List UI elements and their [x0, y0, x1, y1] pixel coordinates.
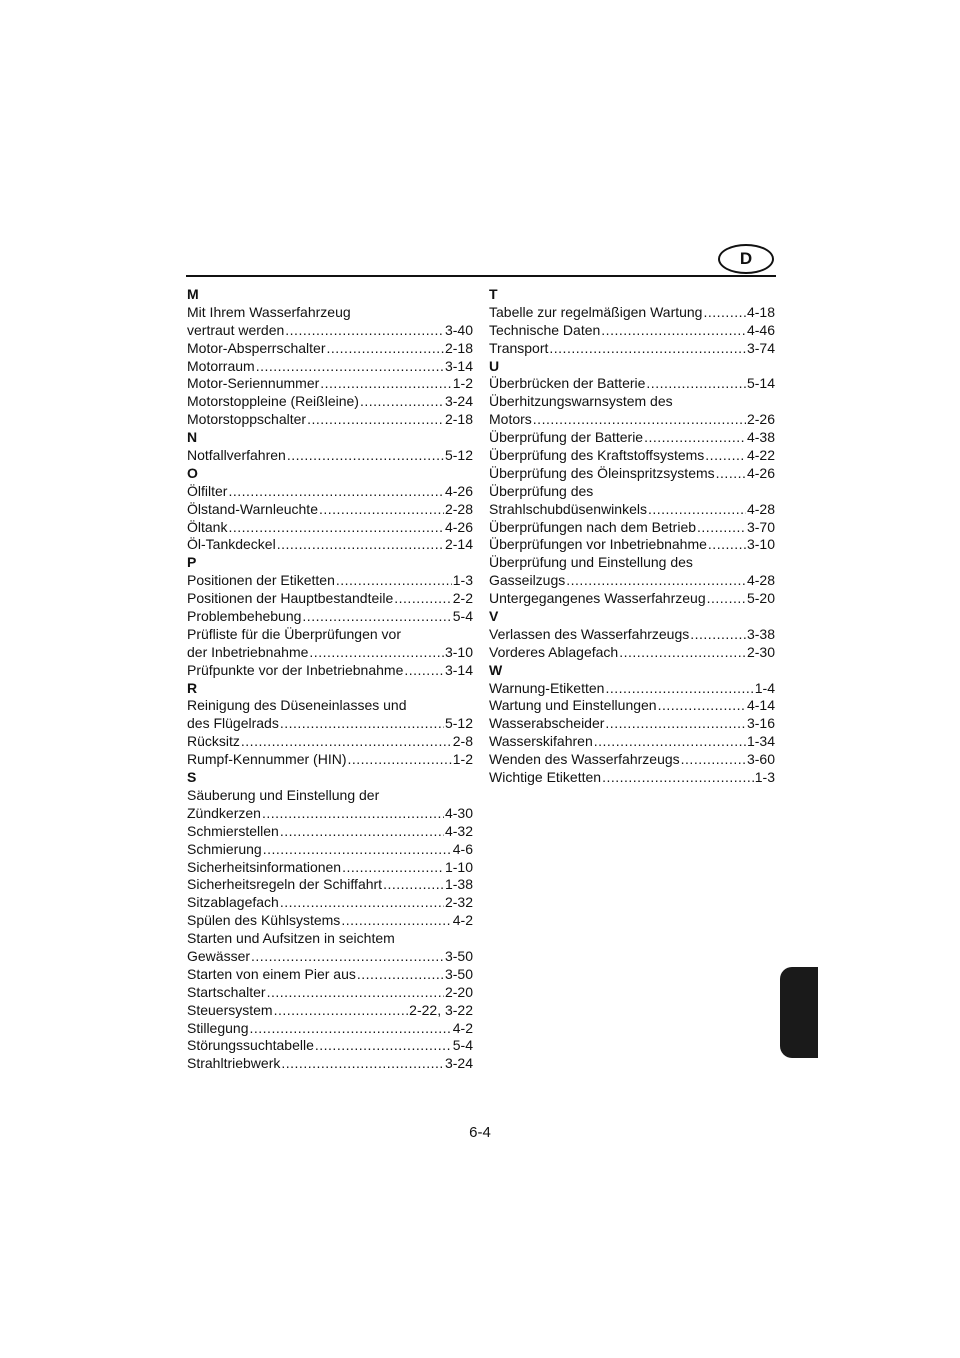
index-entry-text: Öl-Tankdeckel	[187, 536, 276, 553]
index-entry-text: Überprüfungen vor Inbetriebnahme	[489, 536, 707, 553]
index-entry-page: 1-38	[444, 876, 473, 893]
dot-leader	[319, 501, 444, 519]
dot-leader	[394, 590, 452, 608]
dot-leader	[315, 1037, 452, 1055]
index-letter-heading: M	[187, 286, 199, 302]
dot-leader	[307, 411, 444, 429]
index-entry-page: 2-2	[452, 590, 473, 607]
index-entry-page: 3-14	[444, 661, 473, 678]
index-entry	[489, 375, 775, 393]
index-entry-page: 2-18	[444, 339, 473, 356]
dot-leader	[648, 501, 746, 519]
dot-leader	[658, 697, 746, 715]
index-letter-heading: V	[489, 608, 499, 625]
index-entry	[489, 751, 775, 769]
index-entry-lead-text: Mit Ihrem Wasserfahrzeug	[187, 303, 351, 320]
index-entry-page: 3-50	[444, 947, 473, 964]
index-entry-page: 2-28	[444, 500, 473, 517]
index-entry	[187, 930, 473, 966]
index-entry	[187, 519, 473, 537]
index-entry-page: 4-26	[444, 482, 473, 499]
index-entry-text: Schmierstellen	[187, 822, 279, 839]
index-entry-page: 1-2	[452, 751, 473, 768]
index-entry	[489, 340, 775, 358]
index-entry-page: 5-12	[444, 715, 473, 732]
index-entry-lead-text: Überprüfung des	[489, 482, 594, 499]
index-entry-page: 3-38	[746, 625, 775, 642]
index-entry-text: Ölfilter	[187, 482, 228, 499]
index-entry-text: Vorderes Ablagefach	[489, 643, 619, 660]
index-entry-text: Motorstoppleine (Reißleine)	[187, 393, 359, 410]
index-entry-text: Motor-Seriennummer	[187, 375, 320, 392]
index-entry	[187, 358, 473, 376]
index-entry-text: Störungssuchtabelle	[187, 1037, 314, 1054]
dot-leader	[320, 375, 452, 393]
index-entry-text: Überprüfung des Kraftstoffsystems	[489, 447, 705, 464]
index-entry	[187, 536, 473, 554]
index-entry	[187, 483, 473, 501]
dot-leader	[228, 519, 444, 537]
index-entry-page: 3-24	[444, 393, 473, 410]
dot-leader	[280, 715, 444, 733]
index-entry	[187, 340, 473, 358]
index-entry-page: 4-28	[746, 572, 775, 589]
index-entry-text: Spülen des Kühlsystems	[187, 912, 341, 929]
index-entry-text: Wasserabscheider	[489, 715, 605, 732]
index-entry-lead-text: Überprüfung und Einstellung des	[489, 554, 693, 571]
index-entry-text: Positionen der Hauptbestandteile	[187, 590, 394, 607]
index-entry-text: Starten von einem Pier aus	[187, 965, 356, 982]
dot-leader	[697, 519, 746, 537]
dot-leader	[690, 626, 746, 644]
index-entry	[187, 823, 473, 841]
dot-leader	[302, 608, 451, 626]
index-entry-text: Überbrücken der Batterie	[489, 375, 646, 392]
dot-leader	[285, 322, 444, 340]
dot-leader	[341, 912, 451, 930]
index-entry	[187, 1037, 473, 1055]
dot-leader	[251, 948, 444, 966]
index-entry	[489, 393, 775, 429]
index-entry-page: 4-32	[444, 822, 473, 839]
index-entry-page: 2-20	[444, 983, 473, 1000]
dot-leader	[644, 429, 746, 447]
index-entry-page: 3-60	[746, 751, 775, 768]
dot-leader	[241, 733, 452, 751]
index-entry-page: 1-10	[444, 858, 473, 875]
index-entry	[187, 894, 473, 912]
index-entry	[489, 697, 775, 715]
dot-leader	[262, 805, 444, 823]
index-column-left	[187, 286, 473, 1073]
index-entry	[489, 483, 775, 519]
index-entry	[187, 572, 473, 590]
index-entry	[187, 876, 473, 894]
dot-leader	[277, 536, 444, 554]
index-entry-page: 3-50	[444, 965, 473, 982]
index-entry-page: 5-4	[452, 608, 473, 625]
index-entry-lead-text: Prüfliste für die Überprüfungen vor	[187, 625, 401, 642]
index-entry	[489, 554, 775, 590]
dot-leader	[601, 322, 746, 340]
index-entry-page: 4-30	[444, 804, 473, 821]
index-entry	[187, 662, 473, 680]
index-entry	[187, 447, 473, 465]
index-entry-text: Überprüfungen nach dem Betrieb	[489, 518, 697, 535]
index-entry-text: Wasserskifahren	[489, 733, 593, 750]
index-letter-heading: N	[187, 429, 198, 446]
dot-leader	[256, 358, 444, 376]
index-entry	[187, 1002, 473, 1020]
index-entry	[489, 519, 775, 537]
dot-leader	[681, 751, 746, 769]
dot-leader	[327, 340, 444, 358]
index-entry-page: 4-26	[746, 464, 775, 481]
index-entry-text: Steuersystem	[187, 1001, 273, 1018]
dot-leader	[703, 304, 745, 322]
index-entry-page: 3-16	[746, 715, 775, 732]
index-entry-page: 1-4	[754, 679, 775, 696]
index-entry	[187, 411, 473, 429]
index-entry-page: 2-32	[444, 894, 473, 911]
index-entry-page: 4-18	[746, 303, 775, 320]
dot-leader	[594, 733, 746, 751]
index-entry-text: Überprüfung des Öleinspritzsystems	[489, 464, 715, 481]
index-entry	[187, 984, 473, 1002]
index-entry-text: Wartung und Einstellungen	[489, 697, 657, 714]
index-entry	[187, 841, 473, 859]
dot-leader	[347, 751, 451, 769]
index-entry-page: 3-14	[444, 357, 473, 374]
index-entry-page: 2-30	[746, 643, 775, 660]
index-entry-lead-text: Säuberung und Einstellung der	[187, 786, 380, 803]
index-entry-page: 3-24	[444, 1055, 473, 1072]
dot-leader	[549, 340, 746, 358]
index-entry-page: 1-3	[754, 769, 775, 786]
index-entry-page: 2-26	[746, 411, 775, 428]
index-entry-text: Motorstoppschalter	[187, 411, 307, 428]
index-entry	[489, 626, 775, 644]
index-entry-page: 3-40	[444, 321, 473, 338]
index-entry-page: 2-8	[452, 733, 473, 750]
index-entry-page: 4-28	[746, 500, 775, 517]
dot-leader	[357, 966, 444, 984]
index-entry-page: 4-2	[452, 912, 473, 929]
dot-leader	[533, 411, 746, 429]
index-letter-heading: O	[187, 464, 198, 481]
dot-leader	[228, 483, 444, 501]
index-entry	[489, 680, 775, 698]
dot-leader	[619, 644, 746, 662]
index-column-right	[489, 286, 775, 787]
index-entry	[187, 787, 473, 823]
index-entry-text: Warnung-Etiketten	[489, 679, 605, 696]
index-entry	[187, 912, 473, 930]
index-entry-page: 2-14	[444, 536, 473, 553]
index-entry-text: Rumpf-Kennummer (HIN)	[187, 751, 347, 768]
index-entry-text: Wenden des Wasserfahrzeugs	[489, 751, 680, 768]
index-entry	[187, 590, 473, 608]
index-entry-page: 4-46	[746, 321, 775, 338]
index-entry-page: 5-4	[452, 1037, 473, 1054]
index-entry	[187, 393, 473, 411]
dot-leader	[383, 876, 444, 894]
dot-leader	[605, 715, 746, 733]
index-entry	[187, 751, 473, 769]
index-entry-text: Technische Daten	[489, 321, 601, 338]
chapter-thumb-tab	[780, 967, 818, 1058]
index-entry-text: Sitzablagefach	[187, 894, 279, 911]
index-entry-page: 4-38	[746, 429, 775, 446]
index-letter-heading: P	[187, 554, 197, 571]
dot-leader	[705, 447, 746, 465]
index-letter-heading: S	[187, 769, 197, 786]
index-entry	[489, 536, 775, 554]
chapter-badge: D	[718, 244, 774, 274]
index-entry-text: Sicherheitsregeln der Schiffahrt	[187, 876, 383, 893]
index-entry	[489, 304, 775, 322]
index-letter-heading: R	[187, 679, 198, 696]
index-entry-text: Gewässer	[187, 947, 251, 964]
index-entry-text: Motor-Absperrschalter	[187, 339, 326, 356]
dot-leader	[708, 536, 746, 554]
dot-leader	[287, 447, 444, 465]
dot-leader	[274, 1002, 409, 1020]
index-entry	[187, 501, 473, 519]
index-entry	[489, 429, 775, 447]
dot-leader	[404, 662, 444, 680]
index-entry-page: 5-14	[746, 375, 775, 392]
index-entry-text: Tabelle zur regelmäßigen Wartung	[489, 303, 703, 320]
index-entry-text: Strahltriebwerk	[187, 1055, 281, 1072]
index-entry	[489, 644, 775, 662]
index-entry	[187, 375, 473, 393]
dot-leader	[605, 680, 753, 698]
index-entry-text: Stillegung	[187, 1019, 249, 1036]
index-entry-lead-text: Überhitzungswarnsystem des	[489, 393, 673, 410]
dot-leader	[281, 1055, 444, 1073]
index-entry-text: Öltank	[187, 518, 228, 535]
dot-leader	[309, 644, 444, 662]
index-entry-text: der Inbetriebnahme	[187, 643, 309, 660]
index-entry-page: 4-2	[452, 1019, 473, 1036]
dot-leader	[267, 984, 444, 1002]
index-entry-text: Motorraum	[187, 357, 255, 374]
dot-leader	[250, 1020, 452, 1038]
index-entry-lead-text: Reinigung des Düseneinlasses und	[187, 697, 407, 714]
index-entry-text: Überprüfung der Batterie	[489, 429, 644, 446]
index-entry-lead-text: Starten und Aufsitzen in seichtem	[187, 930, 395, 947]
index-entry	[187, 1055, 473, 1073]
index-entry	[489, 769, 775, 787]
index-entry-page: 2-22, 3-22	[409, 1001, 473, 1018]
dot-leader	[360, 393, 444, 411]
index-entry	[489, 733, 775, 751]
index-entry-text: des Flügelrads	[187, 715, 279, 732]
index-entry	[187, 608, 473, 626]
index-entry-page: 3-10	[746, 536, 775, 553]
index-entry	[187, 697, 473, 733]
index-entry	[187, 626, 473, 662]
dot-leader	[280, 894, 444, 912]
index-entry-page: 4-22	[746, 447, 775, 464]
index-entry-page: 4-6	[452, 840, 473, 857]
index-letter-heading: W	[489, 661, 503, 678]
index-entry	[187, 733, 473, 751]
index-letter-heading: T	[489, 286, 498, 302]
index-entry	[187, 966, 473, 984]
dot-leader	[342, 859, 444, 877]
header-rule	[186, 275, 776, 277]
index-entry-text: Untergegangenes Wasserfahrzeug	[489, 590, 706, 607]
index-entry-text: Schmierung	[187, 840, 262, 857]
index-entry-text: Verlassen des Wasserfahrzeugs	[489, 625, 690, 642]
index-entry-text: Zündkerzen	[187, 804, 261, 821]
index-entry-text: Transport	[489, 339, 549, 356]
index-entry-page: 1-3	[452, 572, 473, 589]
index-entry-text: Positionen der Etiketten	[187, 572, 335, 589]
index-entry-text: Startschalter	[187, 983, 266, 1000]
dot-leader	[566, 572, 746, 590]
index-entry-text: Sicherheitsinformationen	[187, 858, 342, 875]
dot-leader	[280, 823, 444, 841]
index-entry-page: 4-26	[444, 518, 473, 535]
dot-leader	[646, 375, 746, 393]
index-entry-text: Wichtige Etiketten	[489, 769, 602, 786]
index-entry-text: Problembehebung	[187, 608, 302, 625]
index-entry-page: 3-10	[444, 643, 473, 660]
index-entry-page: 2-18	[444, 411, 473, 428]
dot-leader	[716, 465, 746, 483]
index-entry	[489, 590, 775, 608]
index-entry	[489, 715, 775, 733]
index-entry	[489, 322, 775, 340]
index-entry-text: Gasseilzugs	[489, 572, 566, 589]
index-entry-page: 3-74	[746, 339, 775, 356]
index-entry	[187, 1020, 473, 1038]
dot-leader	[602, 769, 754, 787]
index-entry-text: Strahlschubdüsenwinkels	[489, 500, 647, 517]
index-entry-page: 1-34	[746, 733, 775, 750]
index-entry	[489, 447, 775, 465]
index-entry-text: Motors	[489, 411, 532, 428]
index-entry-text: vertraut werden	[187, 321, 285, 338]
index-entry-page: 4-14	[746, 697, 775, 714]
index-entry-text: Notfallverfahren	[187, 447, 286, 464]
page-number: 6-4	[469, 1124, 491, 1141]
index-entry	[187, 859, 473, 877]
dot-leader	[707, 590, 746, 608]
dot-leader	[263, 841, 452, 859]
index-entry-page: 5-12	[444, 447, 473, 464]
index-entry-text: Rücksitz	[187, 733, 240, 750]
index-entry	[489, 465, 775, 483]
index-letter-heading: U	[489, 357, 500, 374]
index-entry-page: 3-70	[746, 518, 775, 535]
index-entry-text: Prüfpunkte vor der Inbetriebnahme	[187, 661, 404, 678]
dot-leader	[336, 572, 452, 590]
index-entry-text: Ölstand-Warnleuchte	[187, 500, 318, 517]
index-entry-page: 5-20	[746, 590, 775, 607]
index-entry	[187, 304, 473, 340]
index-entry-page: 1-2	[452, 375, 473, 392]
